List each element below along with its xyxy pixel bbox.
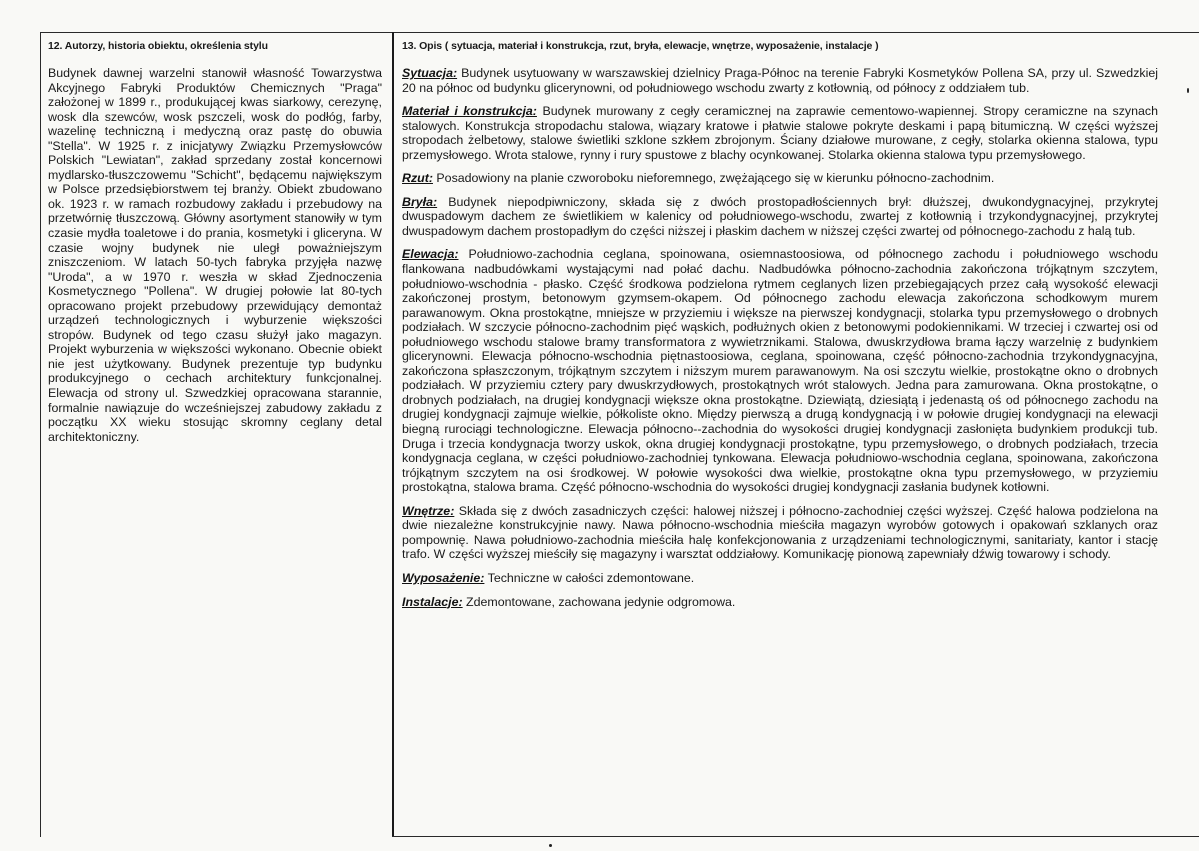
section-text: Składa się z dwóch zasadniczych części: halowej niższej i północno-zachodniej części wyższej. Część halowa podzielona na dwie niezależne konstrukcyjnie nawy. Nawa północno-wschodnia mieściła magazyn wyrobów gotowych i opakowań szklanych oraz pompownię. Nawa południowo-zachodnia mieściła halę konfekcjonowania z urządzeniami technologicznymi, sanitariaty, kantor i stację trafo. W części wyższej mieściły się magazyny i warsztat oddziałowy. Komunikację pionową zapewniały dźwig towarowy i schody. xyxy=(402,503,1158,562)
section-equipment xyxy=(402,571,1158,586)
history-heading: 12. Autorzy, historia obiektu, określenia stylu xyxy=(48,40,268,52)
history-column xyxy=(48,40,382,444)
section-text: Techniczne w całości zdemontowane. xyxy=(484,570,695,585)
section-plan xyxy=(402,171,1158,186)
frame-left-line xyxy=(40,32,41,837)
frame-top-line xyxy=(40,32,1199,33)
section-elevation xyxy=(402,247,1158,494)
section-label: Instalacje: xyxy=(402,594,463,609)
section-label: Sytuacja: xyxy=(402,66,458,80)
section-material xyxy=(402,104,1158,162)
section-interior xyxy=(402,504,1158,562)
section-label: Rzut: xyxy=(402,171,433,186)
section-text: Budynek usytuowany w warszawskiej dzielnicy Praga-Północ na terenie Fabryki Kosmetyków Pollena SA, przy ul. Szwedzkiej 20 na północ od budynku glicerynowni, od południowego wschodu zwarty z kotłownią, od północy z oddziałem tub. xyxy=(402,66,1158,95)
section-text: Posadowiony na planie czworoboku nieforemnego, zwężającego się w kierunku północno-zachodnim. xyxy=(432,171,995,186)
scan-speck xyxy=(549,844,552,847)
section-text: Budynek niepodpiwniczony, składa się z dwóch prostopadłościennych brył: dłuższej, dwukondygnacyjnej, przykrytej dwuspadowym dachem ze świetlikiem w kalenicy od południowego-wschodu, zwartej z kotłownią i trzykondygnacyjnej, przykrytej dwuspadowym dachem prostopadłym do części niższej i płaskim dachem w niższej części zwartej od północnego-zachodu z halą tub. xyxy=(402,194,1158,238)
history-text: Budynek dawnej warzelni stanowił własność Towarzystwa Akcyjnego Fabryki Produktów Chemicznych "Praga" założonej w 1899 r., produkującej kwas siarkowy, cerezynę, wosk dla szewców, wosk pszczeli, wosk do podłóg, farby, wazelinę techniczną i medyczną oraz pastę do obuwia "Stella". W 1925 r. z inicjatywy Związku Przemysłowców Polskich "Lewiatan", zakład sprzedany został koncernowi mydlarsko-tłuszczowemu "Schicht", będącemu największym w Polsce przedsiębiorstwem tej branży. Obiekt zbudowano ok. 1923 r. w ramach rozbudowy zakładu i przebudowy na przetwórnię tłuszczową. Główny asortyment stanowiły w tym czasie mydła toaletowe i do prania, kosmetyki i gliceryna. W czasie wojny budynek nie uległ poważniejszym zniszczeniom. W latach 50-tych fabryka przyjęła nazwę "Uroda", a w 1970 r. weszła w skład Zjednoczenia Kosmetycznego "Pollena". W drugiej połowie lat 80-tych opracowano projekt przebudowy przewidujący demontaż urządzeń technologicznych i wyburzenie większości stropów. Budynek od tego czasu służył jako magazyn. Projekt wyburzenia w większości wykonano. Obecnie obiekt nie jest użytkowany. Budynek prezentuje typ budynku produkcyjnego o cechach architektury funkcjonalnej. Elewacja od strony ul. Szwedzkiej opracowana starannie, formalnie nawiązuje do wcześniejszej zabudowy zakładu z początku XX wieku stosując skromny ceglany detal architektoniczny. xyxy=(48,66,382,444)
description-heading: 13. Opis ( sytuacja, materiał i konstrukcja, rzut, bryła, elewacje, wnętrze, wyposażenie, instalacje ) xyxy=(402,40,879,52)
section-label: Elewacja: xyxy=(402,247,459,262)
section-label: Materiał i konstrukcja: xyxy=(402,104,537,119)
section-text: Południowo-zachodnia ceglana, spoinowana, osiemnastoosiowa, od północnego zachodu i południowego wschodu flankowana nadbudówkami wystającymi nad połać dachu. Nadbudówka północno-zachodnia zakończona trójkątnym szczytem, południowo-wschodnia - płasko. Część środkowa podzielona rytmem ceglanych lizen przebiegających przez całą wysokość elewacji zakończonej prostym, betonowym gzymsem-okapem. Od północnego zachodu elewacja zakończona schodkowym murem parawanowym. Okna prostokątne, mniejsze w przyziemiu i większe na pierwszej kondygnacji, stolarka typu przemysłowego o drobnych podziałach. W szczycie północno-zachodnim pięć wąskich, podłużnych okien z betonowymi podokiennikami. W trzeciej i czwartej osi od południowego wschodu stalowe bramy transformatora z wywietrznikami. Stalowa, dwuskrzydłowa brama łączy warzelnię z budynkiem glicerynowni. Elewacja północno-wschodnia piętnastoosiowa, ceglana, spoinowana, część północno-zachodnia trzykondygnacyjna, zakończona spłaszczonym, trójkątnym szczytem i niższym murem parawanowym. Na osi szczytu wielkie, prostokątne okno o drobnych podziałach. W przyziemiu cztery pary dwuskrzydłowych, prostokątnych wrót stalowych. Jedna para zamurowana. Okna prostokątne, o drobnych podziałach, na drugiej kondygnacji większe okna prostokątne. Dziewiątą, dziesiątą i jedenastą oś od północnego zachodu na drugiej kondygnacji zajmuje wielkie, półkoliste okno. Między pierwszą a drugą kondygnacją i w połowie drugiej kondygnacji na elewacji biegną rurociągi technologiczne. Elewacja północno--zachodnia do wysokości drugiej kondygnacji zasłonięta budynkiem produkcji tub. Druga i trzecia kondygnacja tworzy uskok, okna drugiej kondygnacji prostokątne, typu przemysłowego, o drobnych podziałach, trzecia kondygnacja ceglana, w części południowo-zachodniej tynkowana. Elewacja południowo-wschodnia ceglana, spoinowana, zakończona trójkątnym szczytem na osi środkowej. W połowie wysokości dwa wielkie, prostokątne okna typu przemysłowego, w przyziemiu prostokątna, stalowa brama. Część północno-wschodnia do wysokości drugiej kondygnacji zasłania budynek kotłowni. xyxy=(402,247,1158,495)
section-label: Wnętrze: xyxy=(402,503,455,518)
section-situation xyxy=(402,66,1158,95)
section-massing xyxy=(402,195,1158,239)
section-label: Bryła: xyxy=(402,194,438,209)
section-label: Wyposażenie: xyxy=(402,570,485,585)
section-installations xyxy=(402,595,1158,610)
scan-speck xyxy=(1187,88,1189,93)
column-divider-line xyxy=(392,32,394,837)
section-text: Budynek murowany z cegły ceramicznej na zaprawie cementowo-wapiennej. Stropy ceramiczne na szynach stalowych. Konstrukcja stropodachu stalowa, wiązary kratowe i płatwie stalowe pokryte deskami i papą bitumiczną. W części wyższej stropodach żelbetowy, stalowe świetliki szklone szkłem zbrojonym. Ściany działowe murowane, z cegły, stolarka okienna stalowa, typu przemysłowego. Wrota stalowe, rynny i rury spustowe z blachy ocynkowanej. Stolarka okienna stalowa typu przemysłowego. xyxy=(402,104,1158,162)
frame-bottom-line xyxy=(392,836,1199,837)
section-text: Zdemontowane, zachowana jedynie odgromowa. xyxy=(462,594,736,609)
description-column xyxy=(402,40,1158,618)
